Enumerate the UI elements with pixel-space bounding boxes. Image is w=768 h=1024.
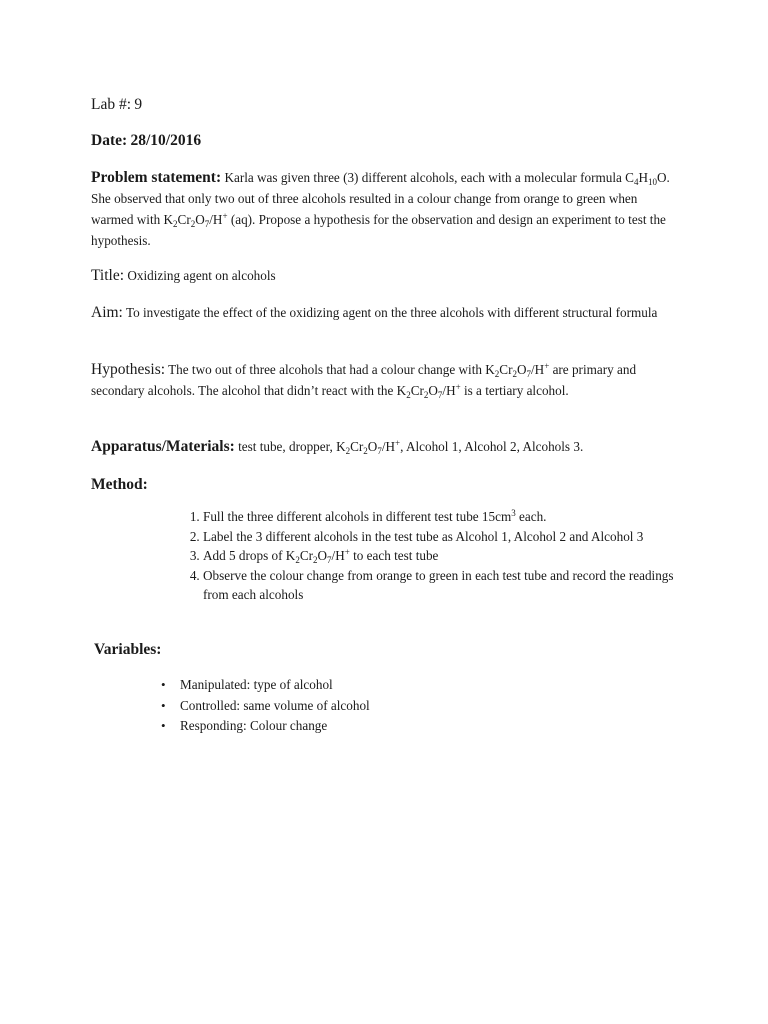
subscript: 2 xyxy=(190,219,196,229)
aim-label: Aim: xyxy=(91,304,123,321)
subscript: 2 xyxy=(313,555,318,565)
hypothesis-text-1: The two out of three alcohols that had a colour change with K xyxy=(168,362,495,377)
date-line xyxy=(91,130,679,151)
superscript: + xyxy=(222,211,228,221)
apparatus-text-1: test tube, dropper, K xyxy=(238,439,346,454)
method-list xyxy=(180,507,693,605)
problem-o: O xyxy=(195,212,205,227)
variable-item xyxy=(161,675,580,696)
subscript: 2 xyxy=(512,369,517,379)
lab-label: Lab #: xyxy=(91,96,132,113)
superscript: 3 xyxy=(511,508,516,518)
title-value: Oxidizing agent on alcohols xyxy=(127,268,276,283)
subscript: 2 xyxy=(494,369,500,379)
step-text: each. xyxy=(515,509,547,524)
hyp-o: O xyxy=(428,383,438,398)
apparatus-label: Apparatus/Materials: xyxy=(91,438,235,455)
superscript: + xyxy=(455,382,461,392)
aim-line xyxy=(91,302,679,323)
problem-text-2: O. She observed that only two out of three alcohols resulted in a colour change from orange to green when warmed with K xyxy=(91,170,670,227)
hyp-cr: Cr xyxy=(499,362,513,377)
subscript: 2 xyxy=(345,446,351,456)
problem-label: Problem statement: xyxy=(91,169,222,186)
step-cr: Cr xyxy=(299,548,313,563)
method-step xyxy=(203,566,693,605)
hypothesis-text-3: is a tertiary alcohol. xyxy=(460,383,569,398)
subscript: 2 xyxy=(173,219,178,229)
hypothesis-label: Hypothesis: xyxy=(91,361,166,378)
superscript: + xyxy=(395,438,401,448)
variable-item xyxy=(161,716,580,737)
hyp-o: O xyxy=(516,362,527,377)
date-value: 28/10/2016 xyxy=(130,132,202,149)
variable-text: Responding: Colour change xyxy=(180,718,328,733)
title-label: Title: xyxy=(91,267,125,284)
subscript: 4 xyxy=(633,177,639,187)
step-text: Label the 3 different alcohols in the test tube as Alcohol 1, Alcohol 2 and Alcohol 3 xyxy=(203,528,644,544)
method-step xyxy=(203,527,693,547)
step-o: O xyxy=(317,548,328,563)
method-step xyxy=(203,507,693,527)
bullet-icon: • xyxy=(161,697,166,713)
subscript: 2 xyxy=(295,555,300,565)
problem-h-ion: /H xyxy=(209,212,223,227)
variables-label: Variables: xyxy=(94,641,162,658)
step-text: Observe the colour change from orange to green in each test tube and record the readings from each alcohols xyxy=(203,567,674,602)
problem-text-1: Karla was given three (3) different alcohols, each with a molecular formula C xyxy=(224,170,634,185)
bullet-icon: • xyxy=(161,677,166,692)
app-h: /H xyxy=(381,439,396,454)
subscript: 7 xyxy=(437,390,443,400)
apparatus-line xyxy=(91,436,679,457)
subscript: 2 xyxy=(423,390,429,400)
date-label: Date: xyxy=(91,132,128,149)
subscript: 2 xyxy=(363,446,368,456)
aim-value: To investigate the effect of the oxidizing agent on the three alcohols with different structural formula xyxy=(125,305,658,320)
problem-text-3: (aq). Propose a hypothesis for the observation and design an experiment to test the hypothesis. xyxy=(91,212,666,248)
lab-number xyxy=(91,94,679,115)
hypothesis xyxy=(91,359,679,401)
subscript: 7 xyxy=(526,369,531,379)
method-heading xyxy=(91,474,679,495)
variable-item xyxy=(161,696,580,717)
method-step xyxy=(203,546,693,566)
subscript: 2 xyxy=(406,390,411,400)
hypothesis-text-2: are primary and secondary alcohols. The alcohol that didn’t react with the K xyxy=(91,362,637,398)
problem-cr: Cr xyxy=(177,212,191,227)
subscript: 10 xyxy=(647,177,657,187)
step-text: Add 5 drops of K xyxy=(203,548,296,563)
hyp-cr: Cr xyxy=(410,383,424,398)
step-h: /H xyxy=(331,548,345,563)
subscript: 7 xyxy=(377,446,382,456)
problem-statement xyxy=(91,167,679,251)
variable-text: Controlled: same volume of alcohol xyxy=(180,697,370,713)
step-text: Full the three different alcohols in different test tube 15cm xyxy=(203,509,512,524)
variables-list xyxy=(161,675,580,737)
problem-h: H xyxy=(638,170,648,185)
apparatus-text-2: , Alcohol 1, Alcohol 2, Alcohols 3. xyxy=(400,439,584,454)
hyp-h: /H xyxy=(442,383,456,398)
subscript: 7 xyxy=(204,219,210,229)
subscript: 7 xyxy=(327,555,332,565)
bullet-icon: • xyxy=(161,718,166,733)
step-text: to each test tube xyxy=(349,548,439,563)
superscript: + xyxy=(544,361,550,371)
hyp-h: /H xyxy=(531,362,545,377)
variables-heading xyxy=(94,639,682,660)
app-o: O xyxy=(367,439,378,454)
title-line xyxy=(91,265,679,286)
variable-text: Manipulated: type of alcohol xyxy=(180,677,333,692)
app-cr: Cr xyxy=(350,439,364,454)
superscript: + xyxy=(344,547,350,557)
method-label: Method: xyxy=(91,476,148,493)
lab-value: 9 xyxy=(134,96,143,113)
